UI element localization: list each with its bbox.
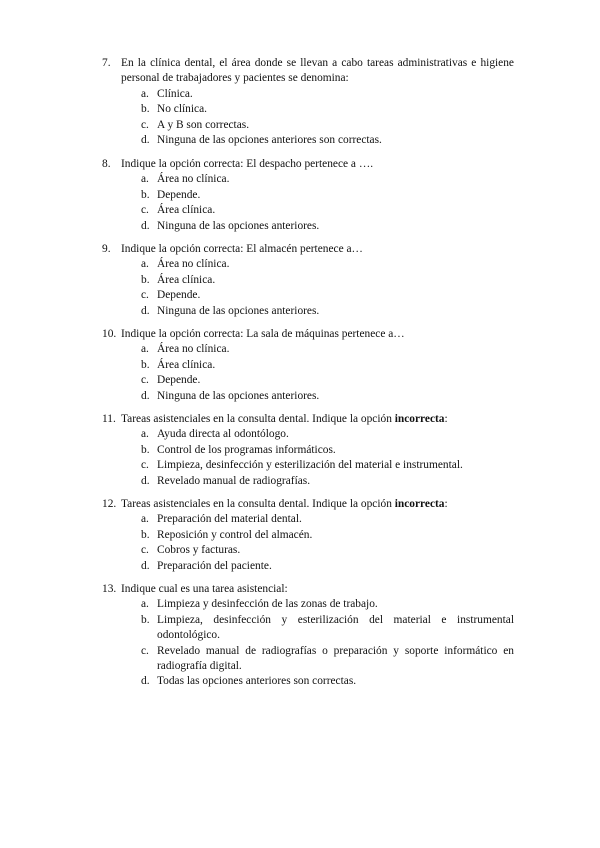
question-12 bbox=[102, 497, 514, 574]
question-10 bbox=[102, 327, 514, 404]
question-text bbox=[121, 412, 514, 427]
option-text: Ninguna de las opciones anteriores. bbox=[157, 304, 320, 317]
question-text-start: Tareas asistenciales en la consulta dental. Indique la opción bbox=[121, 413, 395, 425]
option-text: Área clínica. bbox=[157, 204, 216, 217]
option-c bbox=[141, 118, 514, 133]
option-a bbox=[141, 257, 514, 272]
option-letter: a. bbox=[141, 258, 149, 271]
option-b bbox=[141, 443, 514, 458]
question-8 bbox=[102, 157, 514, 234]
option-letter: d. bbox=[141, 304, 150, 317]
option-c bbox=[141, 644, 514, 675]
option-c bbox=[141, 288, 514, 303]
question-number: 12. bbox=[102, 498, 117, 510]
option-letter: d. bbox=[141, 474, 150, 487]
option-letter: c. bbox=[141, 644, 149, 657]
option-text: Preparación del material dental. bbox=[157, 513, 302, 526]
question-text: Indique la opción correcta: El despacho pertenece a …. bbox=[121, 158, 374, 170]
option-c bbox=[141, 458, 514, 473]
question-11 bbox=[102, 412, 514, 489]
option-text: Área no clínica. bbox=[157, 343, 230, 356]
option-letter: c. bbox=[141, 459, 149, 472]
option-c bbox=[141, 203, 514, 218]
option-letter: c. bbox=[141, 204, 149, 217]
option-letter: a. bbox=[141, 598, 149, 611]
option-b bbox=[141, 273, 514, 288]
question-text bbox=[121, 497, 514, 512]
emphasis-incorrecta: incorrecta bbox=[394, 498, 445, 510]
option-d bbox=[141, 304, 514, 319]
question-text: En la clínica dental, el área donde se llevan a cabo tareas administrativas e higiene personal de trabajadores y pacientes se denomina: bbox=[121, 57, 514, 85]
option-text: Ninguna de las opciones anteriores son correctas. bbox=[157, 134, 382, 147]
option-text: Depende. bbox=[157, 374, 201, 387]
question-number: 11. bbox=[102, 413, 116, 425]
question-text-end: : bbox=[444, 498, 448, 510]
option-text: Área clínica. bbox=[157, 358, 216, 371]
question-7 bbox=[102, 56, 514, 148]
option-letter: b. bbox=[141, 188, 150, 201]
option-letter: d. bbox=[141, 675, 150, 688]
option-b bbox=[141, 188, 514, 203]
options-list bbox=[141, 87, 514, 149]
option-c bbox=[141, 373, 514, 388]
option-text: Preparación del paciente. bbox=[157, 559, 272, 572]
option-text: Clínica. bbox=[157, 87, 193, 100]
question-text: Indique cual es una tarea asistencial: bbox=[121, 583, 288, 595]
option-d bbox=[141, 674, 514, 689]
question-number: 9. bbox=[102, 243, 111, 255]
option-a bbox=[141, 512, 514, 527]
option-text: Ayuda directa al odontólogo. bbox=[157, 428, 289, 441]
option-a bbox=[141, 87, 514, 102]
options-list bbox=[141, 427, 514, 489]
question-text-end: : bbox=[444, 413, 448, 425]
option-text: Depende. bbox=[157, 289, 201, 302]
question-text: Indique la opción correcta: La sala de máquinas pertenece a… bbox=[121, 328, 405, 340]
option-text: No clínica. bbox=[157, 103, 207, 116]
option-letter: c. bbox=[141, 289, 149, 302]
option-d bbox=[141, 474, 514, 489]
option-letter: d. bbox=[141, 389, 150, 402]
option-c bbox=[141, 543, 514, 558]
option-letter: a. bbox=[141, 87, 149, 100]
option-letter: b. bbox=[141, 443, 150, 456]
option-text: Limpieza, desinfección y esterilización del material e instrumental odontológico. bbox=[157, 613, 514, 642]
option-text: Todas las opciones anteriores son correctas. bbox=[157, 675, 357, 688]
option-letter: c. bbox=[141, 374, 149, 387]
option-text: Área no clínica. bbox=[157, 173, 230, 186]
option-a bbox=[141, 342, 514, 357]
option-letter: a. bbox=[141, 428, 149, 441]
option-letter: a. bbox=[141, 173, 149, 186]
option-d bbox=[141, 219, 514, 234]
question-13 bbox=[102, 582, 514, 690]
option-text: Depende. bbox=[157, 188, 201, 201]
option-letter: b. bbox=[141, 528, 150, 541]
option-text: Ninguna de las opciones anteriores. bbox=[157, 389, 320, 402]
option-letter: d. bbox=[141, 134, 150, 147]
option-b bbox=[141, 613, 514, 644]
option-text: Área clínica. bbox=[157, 273, 216, 286]
option-b bbox=[141, 102, 514, 117]
question-number: 7. bbox=[102, 57, 111, 69]
option-letter: b. bbox=[141, 103, 150, 116]
option-letter: c. bbox=[141, 544, 149, 557]
option-a bbox=[141, 427, 514, 442]
question-number: 8. bbox=[102, 158, 111, 170]
options-list bbox=[141, 342, 514, 404]
options-list bbox=[141, 512, 514, 574]
option-d bbox=[141, 559, 514, 574]
question-9 bbox=[102, 242, 514, 319]
option-text: Control de los programas informáticos. bbox=[157, 443, 336, 456]
option-letter: d. bbox=[141, 219, 150, 232]
option-text: Ninguna de las opciones anteriores. bbox=[157, 219, 320, 232]
emphasis-incorrecta: incorrecta bbox=[394, 413, 445, 425]
options-list bbox=[141, 257, 514, 319]
option-letter: c. bbox=[141, 118, 149, 131]
option-text: A y B son correctas. bbox=[157, 118, 250, 131]
option-letter: b. bbox=[141, 613, 150, 626]
option-letter: b. bbox=[141, 358, 150, 371]
option-d bbox=[141, 133, 514, 148]
question-number: 10. bbox=[102, 328, 117, 340]
option-text: Limpieza, desinfección y esterilización del material e instrumental. bbox=[157, 459, 463, 472]
option-a bbox=[141, 597, 514, 612]
option-text: Área no clínica. bbox=[157, 258, 230, 271]
option-b bbox=[141, 528, 514, 543]
option-a bbox=[141, 172, 514, 187]
question-text-start: Tareas asistenciales en la consulta dental. Indique la opción bbox=[121, 498, 395, 510]
option-letter: d. bbox=[141, 559, 150, 572]
option-text: Limpieza y desinfección de las zonas de trabajo. bbox=[157, 598, 378, 611]
option-letter: a. bbox=[141, 343, 149, 356]
option-b bbox=[141, 358, 514, 373]
question-number: 13. bbox=[102, 583, 117, 595]
option-text: Revelado manual de radiografías o preparación y soporte informático en radiografía digital. bbox=[157, 644, 514, 673]
options-list bbox=[141, 172, 514, 234]
option-text: Revelado manual de radiografías. bbox=[157, 474, 311, 487]
option-letter: b. bbox=[141, 273, 150, 286]
options-list bbox=[141, 597, 514, 689]
question-text: Indique la opción correcta: El almacén pertenece a… bbox=[121, 243, 363, 255]
option-d bbox=[141, 389, 514, 404]
option-text: Reposición y control del almacén. bbox=[157, 528, 313, 541]
option-letter: a. bbox=[141, 513, 149, 526]
option-text: Cobros y facturas. bbox=[157, 544, 241, 557]
